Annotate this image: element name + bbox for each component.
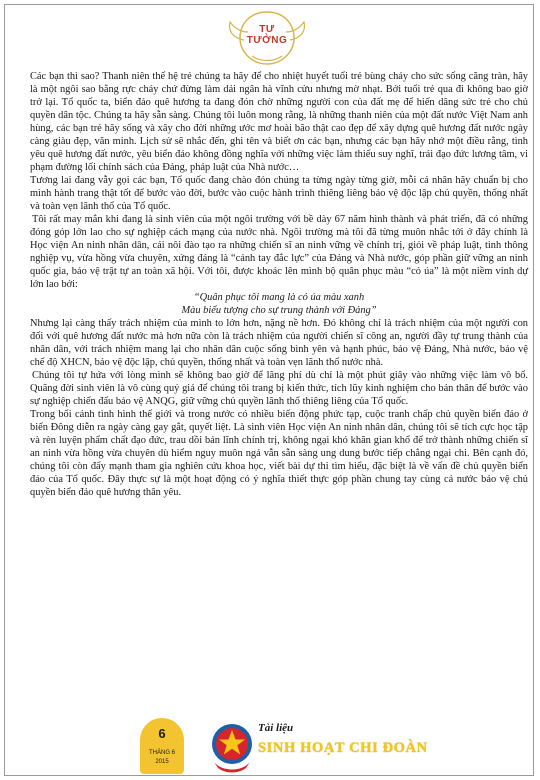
section-badge (222, 10, 312, 66)
publication-subtitle: Tài liệu (258, 722, 294, 734)
paragraph-2: Tương lai đang vẫy gọi các bạn, Tổ quốc đang chào đón chúng ta từng ngày từng giờ, mỗi cá nhân hãy chuẩn bị cho mình hành trang thật tốt để bước vào đời, bước vào cuộc hành trình thiêng liêng bảo vệ độc lập chủ quyền, thống nhất và toàn vẹn lãnh thổ của Tổ quốc. (30, 175, 528, 212)
publication-title (258, 722, 428, 757)
issue-month: THÁNG 6 (148, 750, 175, 756)
issue-badge (140, 718, 184, 774)
quote-line-1: “Quân phục tôi mang là cỏ úa màu xanh (193, 292, 365, 303)
badge-line-1: TƯ (259, 24, 275, 35)
badge-line-2: TƯỞNG (246, 35, 288, 46)
publication-name: SINH HOẠT CHI ĐOÀN (258, 740, 428, 756)
page-footer (0, 708, 540, 780)
paragraph-3: Tôi rất may mắn khi đang là sinh viên của một ngôi trường với bề dày 67 năm hình thành và phát triển, đã có những đóng góp lớn lao cho sự nghiệp cách mạng của nước nhà. Ngôi trường mà tôi đã từng muôn nhắc tới ở đây chính là Học viện An ninh nhân dân, cái nôi đào tạo ra những chiến sĩ an ninh vững về chính trị, giỏi về pháp luật, tinh thông nghiệp vụ, vừa hồng vừa chuyên, xứng đáng là “cánh tay đắc lực” của Đảng và Nhà nước, góp phần giữ vững an ninh quốc gia, bảo vệ trật tự an toàn xã hội. Với tôi, được khoác lên mình bộ quân phục màu “cỏ úa” là một niềm vinh dự lớn lao bởi: (30, 214, 528, 290)
issue-number: 6 (158, 726, 166, 741)
article-body (30, 70, 528, 499)
paragraph-5: Chúng tôi tự hứa với lòng mình sẽ không bao giờ để lãng phí dù chỉ là một phút giây vào những việc làm vô bổ. Quãng đời sinh viên là vô cùng quý giá để chúng tôi trang bị kiến thức, tích lũy kinh nghiệm cho bản thân để bước vào sự nghiệp chiến đấu bảo vệ ANQG, giữ vững chủ quyền lãnh thổ thiêng liêng của Tổ quốc. (30, 370, 528, 407)
quote-line-2: Màu biểu tượng cho sự trung thành với Đảng” (181, 305, 377, 316)
issue-year: 2015 (155, 759, 169, 765)
paragraph-6: Trong bối cảnh tình hình thế giới và trong nước có nhiều biến động phức tạp, cuộc tranh chấp chủ quyền biển đảo ở biển Đông diễn ra ngày càng gay gắt, quyết liệt. Là sinh viên Học viện An ninh nhân dân, chúng tôi sẽ tích cực học tập và rèn luyện phẩm chất đạo đức, trau dồi bản lĩnh chính trị, không ngại khó khăn gian khổ để trở thành những chiến sĩ an ninh vừa hồng vừa chuyên dù hiểm nguy muôn ngả vẫn sẵn sàng ung dung bước tiếp chẳng ngại chi. Bên cạnh đó, chúng tôi còn đẩy mạnh tham gia nghiên cứu khoa học, viết bài dự thi tìm hiểu, đặc biệt là về vấn đề chủ quyền biển đảo của Tổ quốc. Đây thực sự là một hoạt động có ý nghĩa thiết thực góp phần chung tay cùng cả nước bảo vệ chủ quyền biển đảo quê hương thân yêu. (30, 409, 528, 498)
paragraph-1: Các bạn thì sao? Thanh niên thế hệ trẻ chúng ta hãy để cho nhiệt huyết tuổi trẻ bùng cháy cho sức sống căng tràn, hãy là một ngôi sao bằng rực cháy chứ đừng làm dải ngân hà vĩnh cửu nhưng mờ nhạt. Bởi tuổi trẻ qua đi không bao giờ trở lại. Tổ quốc ta, biển đảo quê hương ta đang đón chờ những người con của đất mẹ để hiến dâng sức trẻ cho chủ quyền dân tộc. Chúng ta hãy sẵn sàng. Chúng tôi luôn mong rằng, là những thanh niên của một đất nước Việt Nam anh hùng, các bạn trẻ hãy sống và xây cho đời những ước mơ hoài bão thật cao đẹp để xây dựng quê hương đất nước ngày càng giàu đẹp, văn minh. Lịch sử sẽ nhắc đến, ghi tên và biết ơn các bạn, nhưng các bạn hãy nhớ một điều rằng, tình yêu quê hương đất nước, yêu biển đảo không đồng nghĩa với những việc làm thiếu suy nghĩ, trái đạo đức lương tâm, vi phạm đường lối chính sách của Đảng, pháp luật của Nhà nước… (30, 71, 528, 173)
paragraph-4: Nhưng lại càng thấy trách nhiệm của mình to lớn hơn, nặng nề hơn. Đó không chỉ là trách nhiệm của một người con đối với quê hương đất nước mà hơn nữa còn là trách nhiệm của người chiến sĩ công an, người đầy tự trung thành của nhân dân, với trách nhiệm mang lại cho nhân dân cuộc sống bình yên và hạnh phúc, bảo vệ Đảng, Nhà nước, bảo vệ chế độ XHCN, bảo vệ độc lập, chủ quyền, thống nhất và toàn vẹn lãnh thổ nước nhà. (30, 318, 528, 368)
youth-union-emblem-icon (210, 722, 254, 774)
